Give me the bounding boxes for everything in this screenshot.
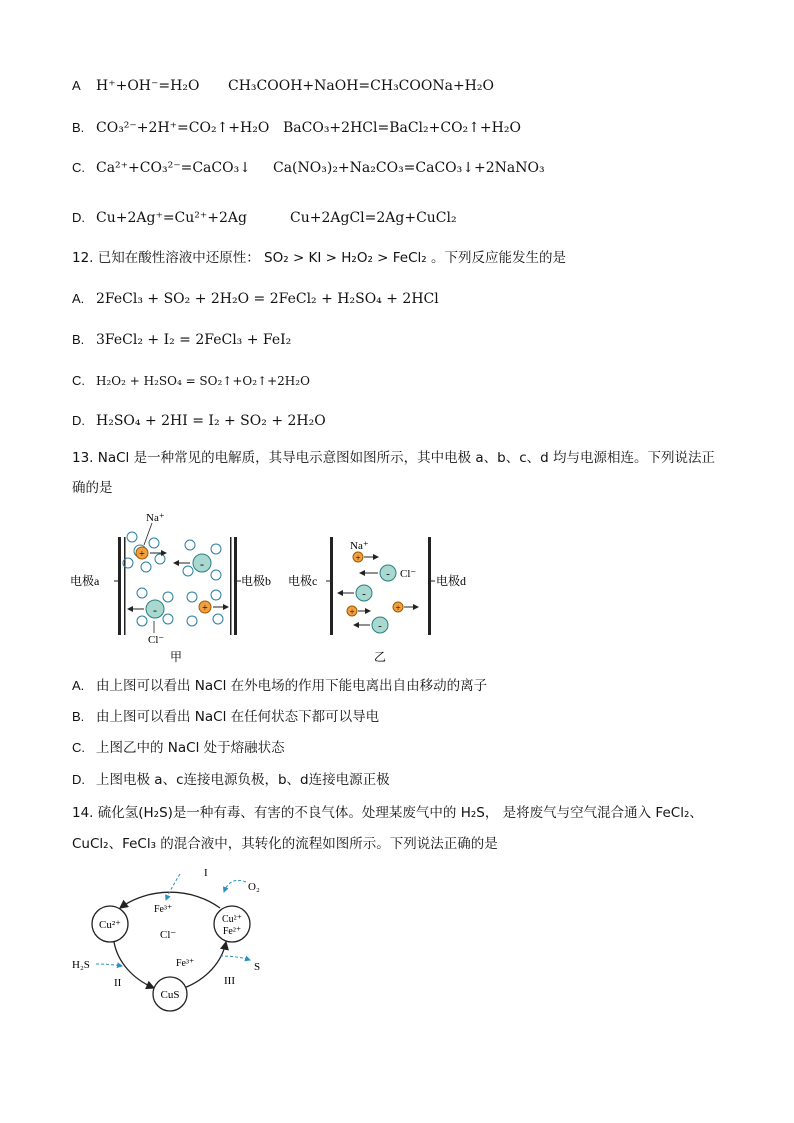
hydrated-na-ion-1: [123, 512, 166, 572]
q12-option-a: A. 2FeCl₃ + SO₂ + 2H₂O = 2FeCl₂ + H₂SO₄ + 2HCl: [72, 291, 439, 307]
step-i-label: I: [204, 867, 208, 879]
electrode-d: [428, 537, 431, 635]
svg-text:CuS: CuS: [160, 989, 180, 1001]
q12-option-c: C. H₂O₂ + H₂SO₄ = SO₂↑+O₂↑+2H₂O: [72, 373, 310, 388]
electrode-a: [118, 537, 121, 635]
q13-figure: [70, 505, 490, 665]
svg-text:-: -: [378, 620, 382, 632]
electrode-a-label: 电极a: [70, 574, 100, 588]
hydrated-cl-ion-2: [128, 588, 173, 646]
hydrated-na-ion-2: [187, 590, 228, 626]
q12-option-b: B. 3FeCl₂ + I₂ = 2FeCl₃ + FeI₂: [72, 332, 292, 348]
svg-text:-: -: [200, 557, 204, 571]
h2s-label: H₂S: [72, 959, 90, 971]
electrode-d-label: 电极d: [436, 574, 467, 588]
svg-text:Cu²⁺: Cu²⁺: [222, 914, 242, 925]
cl-label: Cl⁻: [148, 634, 165, 646]
hydrated-cl-ion-1: [174, 540, 221, 580]
cu2-fe2-node: [214, 906, 250, 942]
caption-yi: 乙: [374, 650, 387, 664]
svg-text:+: +: [355, 553, 361, 563]
q12-option-d: D. H₂SO₄ + 2HI = I₂ + SO₂ + 2H₂O: [72, 413, 326, 429]
cu2-node: [92, 906, 128, 942]
q14-flow-diagram: [70, 860, 290, 1020]
svg-text:-: -: [386, 568, 390, 580]
q13-stem-line2: 确的是: [72, 480, 113, 496]
electrode-c: [330, 537, 333, 635]
cl-label: Cl⁻: [160, 929, 177, 941]
q11-option-a: A H⁺+OH⁻=H₂O CH₃COOH+NaOH=CH₃COONa+H₂O: [72, 78, 494, 94]
svg-text:-: -: [362, 588, 366, 600]
svg-text:+: +: [349, 607, 355, 617]
q13-option-b: B. 由上图可以看出 NaCl 在任何状态下都可以导电: [72, 709, 380, 725]
svg-text:+: +: [202, 603, 208, 614]
q13-option-a: A. 由上图可以看出 NaCl 在外电场的作用下能电离出自由移动的离子: [72, 678, 488, 694]
step-ii-label: II: [114, 977, 122, 989]
s-label: S: [254, 961, 261, 973]
q11-option-c: C. Ca²⁺+CO₃²⁻=CaCO₃↓ Ca(NO₃)₂+Na₂CO₃=CaCO₃↓+2NaNO₃: [72, 160, 545, 176]
electrode-b-label: 电极b: [241, 574, 272, 588]
q13-option-d: D. 上图电极 a、c连接电源负极，b、d连接电源正极: [72, 772, 390, 788]
svg-text:Cu²⁺: Cu²⁺: [99, 919, 121, 931]
na-label: Na⁺: [146, 512, 165, 524]
svg-text:+: +: [139, 549, 145, 560]
q13-stem-line1: 13. NaCl 是一种常见的电解质，其导电示意图如图所示，其中电极 a、b、c、d 均与电源相连。下列说法正: [72, 450, 716, 466]
fe3-left-label: Fe³⁺: [154, 904, 173, 915]
q14-stem-line1: 14. 硫化氢(H₂S)是一种有毒、有害的不良气体。处理某废气中的 H₂S， 是将废气与空气混合通入 FeCl₂、: [72, 805, 703, 821]
q11-option-d: D. Cu+2Ag⁺=Cu²⁺+2Ag Cu+2AgCl=2Ag+CuCl₂: [72, 210, 457, 226]
svg-text:-: -: [153, 603, 157, 617]
caption-jia: 甲: [170, 650, 183, 664]
fe3-mid-label: Fe³⁺: [176, 958, 195, 969]
cl-label-yi: Cl⁻: [400, 568, 417, 580]
na-label-yi: Na⁺: [350, 540, 369, 552]
cus-node: [153, 977, 187, 1011]
electrode-b: [230, 537, 232, 635]
svg-text:+: +: [395, 603, 401, 613]
q12-stem: 12. 已知在酸性溶液中还原性： SO₂ > KI > H₂O₂ > FeCl₂ 。下列反应能发生的是: [72, 250, 566, 266]
o2-label: O₂: [248, 881, 260, 893]
q11-option-b: B. CO₃²⁻+2H⁺=CO₂↑+H₂O BaCO₃+2HCl=BaCl₂+CO₂↑+H₂O: [72, 120, 521, 136]
q13-option-c: C. 上图乙中的 NaCl 处于熔融状态: [72, 740, 285, 756]
electrode-c-label: 电极c: [288, 574, 318, 588]
step-iii-label: III: [224, 975, 235, 987]
svg-text:Fe²⁺: Fe²⁺: [222, 926, 242, 937]
q14-stem-line2: CuCl₂、FeCl₃ 的混合液中，其转化的流程如图所示。下列说法正确的是: [72, 836, 498, 852]
